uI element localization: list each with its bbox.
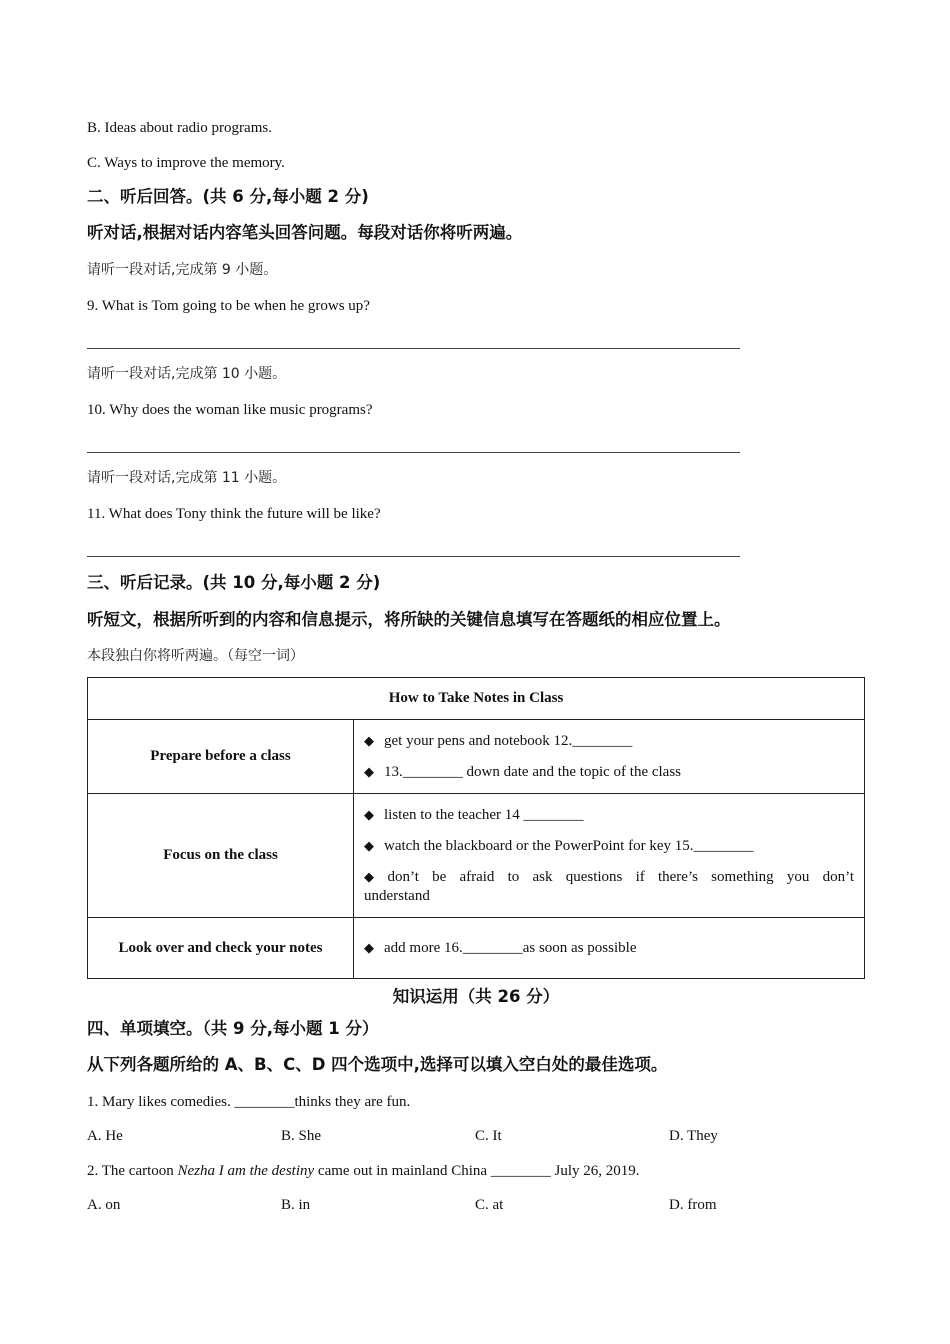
row-bullets-prepare bbox=[354, 720, 865, 794]
bullet-text: add more 16.________as soon as possible bbox=[384, 939, 637, 956]
q1-option-c[interactable]: C. It bbox=[475, 1128, 502, 1144]
q2-stem-before: 2. The cartoon bbox=[87, 1163, 178, 1179]
bullet-text: watch the blackboard or the PowerPoint for key 15.________ bbox=[384, 838, 754, 854]
q1-option-b[interactable]: B. She bbox=[281, 1128, 322, 1144]
part4-heading: 四、单项填空。（共 9 分,每小题 1 分） bbox=[87, 1019, 379, 1038]
row-bullets-review bbox=[354, 918, 865, 979]
q2-film-title: Nezha I am the destiny bbox=[177, 1163, 315, 1179]
diamond-bullet-icon: ◆ bbox=[364, 870, 378, 885]
bullet-item bbox=[364, 732, 854, 751]
bullet-item bbox=[364, 763, 854, 782]
diamond-bullet-icon: ◆ bbox=[364, 839, 374, 854]
question-11: 11. What does Tony think the future will be like? bbox=[87, 506, 381, 522]
answer-line-10[interactable] bbox=[87, 452, 740, 453]
diamond-bullet-icon: ◆ bbox=[364, 764, 374, 780]
q2-option-d[interactable]: D. from bbox=[669, 1197, 717, 1213]
bullet-text: 13.________ down date and the topic of the class bbox=[384, 763, 682, 780]
bullet-item bbox=[364, 837, 854, 856]
diamond-bullet-icon: ◆ bbox=[364, 808, 374, 823]
row-label-focus: Focus on the class bbox=[88, 794, 354, 918]
bullet-text: listen to the teacher 14 ________ bbox=[384, 807, 584, 823]
q2-stem-after: came out in mainland China ________ July 26, 2019. bbox=[314, 1163, 640, 1179]
bullet-item bbox=[364, 939, 854, 958]
part3-note: 本段独白你将听两遍。（每空一词） bbox=[87, 648, 304, 664]
prompt-11: 请听一段对话,完成第 11 小题。 bbox=[87, 470, 287, 486]
part2-instruction: 听对话,根据对话内容笔头回答问题。每段对话你将听两遍。 bbox=[87, 223, 523, 242]
q1-option-a[interactable]: A. He bbox=[87, 1128, 123, 1144]
part2-heading: 二、听后回答。(共 6 分,每小题 2 分) bbox=[87, 187, 369, 206]
part3-instruction: 听短文，根据所听到的内容和信息提示，将所缺的关键信息填写在答题纸的相应位置上。 bbox=[87, 610, 731, 629]
option-b: B. Ideas about radio programs. bbox=[87, 120, 272, 136]
question-9: 9. What is Tom going to be when he grows up? bbox=[87, 298, 370, 314]
table-title: How to Take Notes in Class bbox=[88, 678, 865, 720]
row-label-prepare: Prepare before a class bbox=[88, 720, 354, 794]
bullet-text: get your pens and notebook 12.________ bbox=[384, 732, 633, 749]
notes-table bbox=[87, 677, 865, 979]
option-c: C. Ways to improve the memory. bbox=[87, 155, 285, 171]
q1-option-d[interactable]: D. They bbox=[669, 1128, 718, 1144]
table-row bbox=[88, 794, 865, 918]
answer-line-9[interactable] bbox=[87, 348, 740, 349]
bullet-item bbox=[364, 868, 854, 905]
part3-heading: 三、听后记录。(共 10 分,每小题 2 分) bbox=[87, 573, 381, 592]
q2-option-a[interactable]: A. on bbox=[87, 1197, 121, 1213]
question-1-stem: 1. Mary likes comedies. ________thinks they are fun. bbox=[87, 1094, 411, 1110]
row-bullets-focus bbox=[354, 794, 865, 918]
diamond-bullet-icon: ◆ bbox=[364, 940, 374, 956]
q2-option-b[interactable]: B. in bbox=[281, 1197, 311, 1213]
table-row bbox=[88, 918, 865, 979]
prompt-10: 请听一段对话,完成第 10 小题。 bbox=[87, 366, 287, 382]
question-10: 10. Why does the woman like music programs? bbox=[87, 402, 373, 418]
question-2-stem bbox=[87, 1162, 640, 1180]
bullet-text: don’t be afraid to ask questions if there’s something you don’t understand bbox=[364, 869, 855, 904]
knowledge-heading: 知识运用（共 26 分） bbox=[392, 987, 560, 1006]
row-label-review: Look over and check your notes bbox=[88, 918, 354, 979]
answer-line-11[interactable] bbox=[87, 556, 740, 557]
prompt-9: 请听一段对话,完成第 9 小题。 bbox=[87, 262, 278, 278]
diamond-bullet-icon: ◆ bbox=[364, 733, 374, 749]
q2-option-c[interactable]: C. at bbox=[475, 1197, 504, 1213]
part4-instruction: 从下列各题所给的 A、B、C、D 四个选项中,选择可以填入空白处的最佳选项。 bbox=[87, 1055, 668, 1074]
bullet-item bbox=[364, 806, 854, 825]
table-row bbox=[88, 720, 865, 794]
